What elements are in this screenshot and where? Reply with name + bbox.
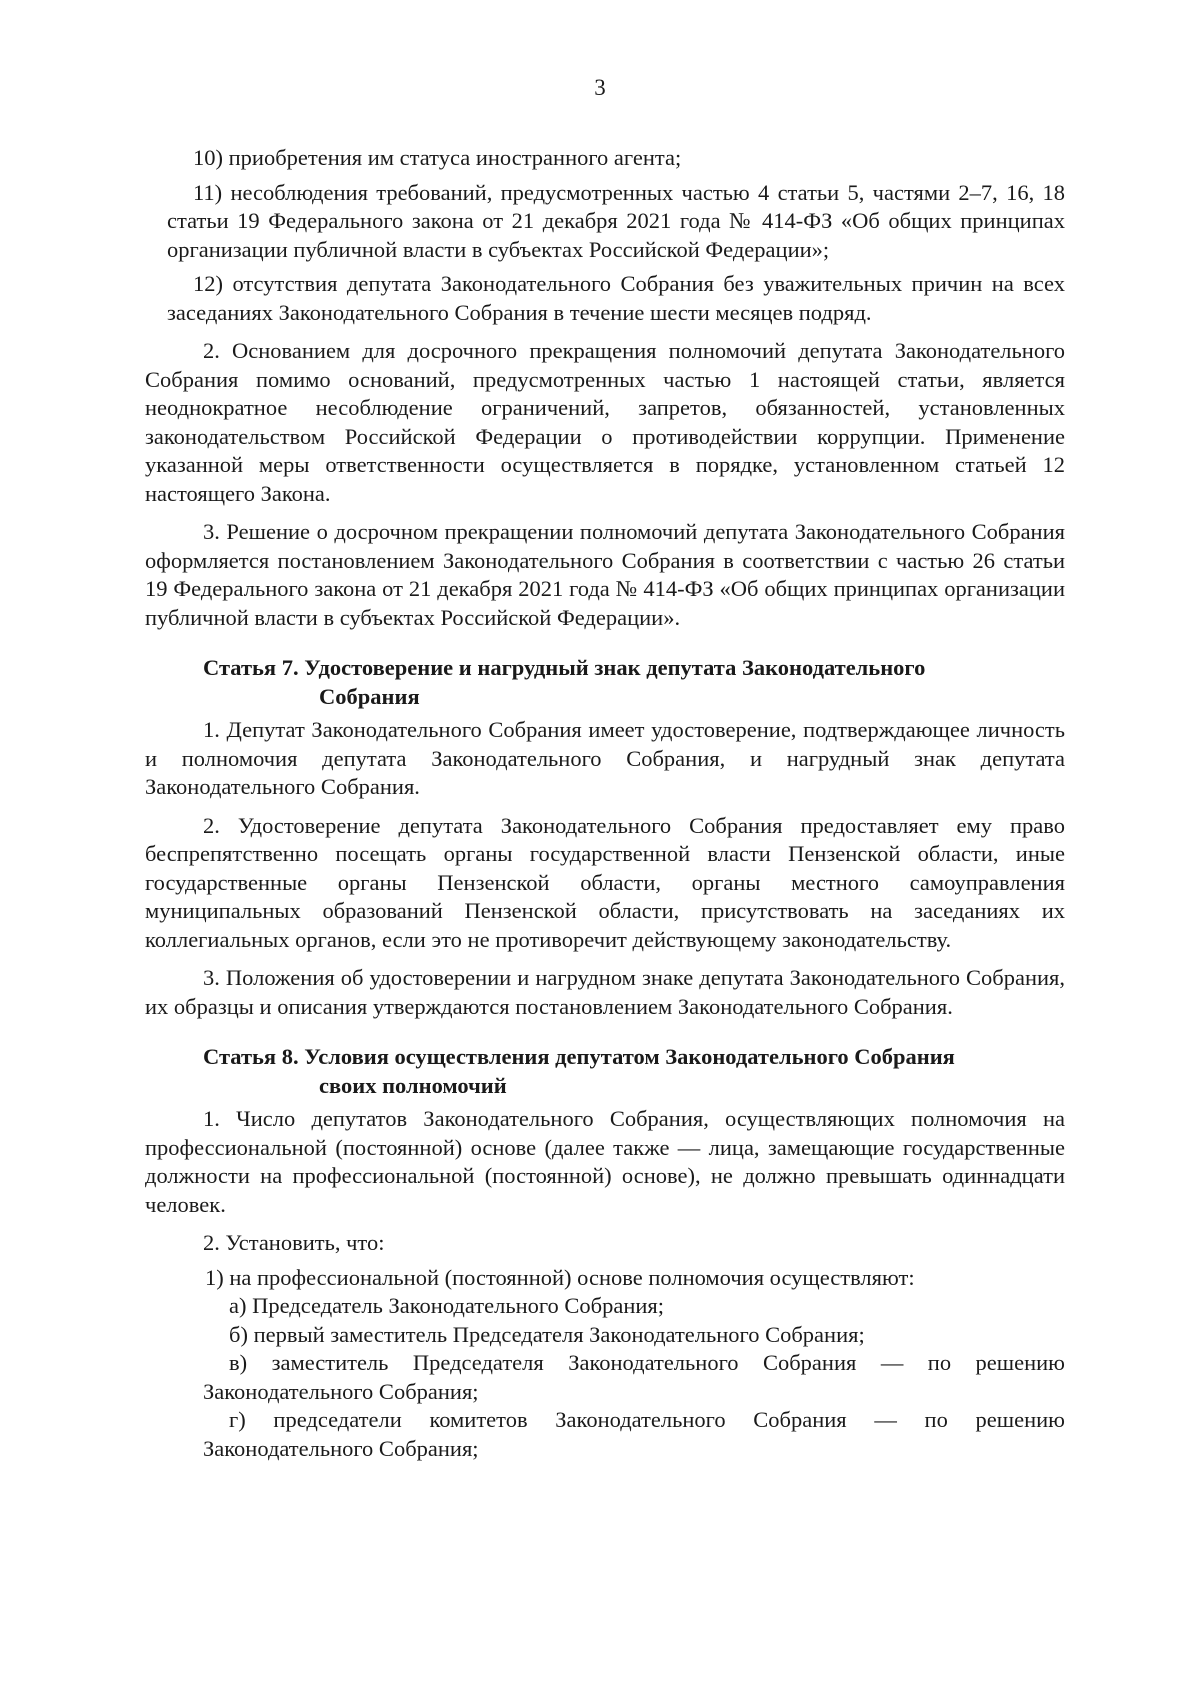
page-number: 3 [594,75,606,100]
article8-subitem-1: 1) на профессиональной (постоянной) основе полномочия осуществляют: [205,1264,915,1290]
article6-item-12: 12) отсутствия депутата Законодательного Собрания без уважительных причин на всех заседаниях Законодательного Собрания в течение шести месяцев подряд. [167,271,1065,325]
article7-paragraph-1: 1. Депутат Законодательного Собрания имеет удостоверение, подтверждающее личность и полномочия депутата Законодательного Собрания, и нагрудный знак депутата Законодательного Собрания. [145,717,1065,799]
article8-heading-line1: Статья 8. Условия осуществления депутатом Законодательного Собрания [203,1044,955,1069]
article8-heading-line2: своих полномочий [319,1072,507,1098]
article7-heading-line1: Статья 7. Удостоверение и нагрудный знак депутата Законодательного [203,655,926,680]
document-body [145,144,1065,1463]
article8-heading [145,1043,1065,1100]
article6-paragraph-2: 2. Основанием для досрочного прекращения полномочий депутата Законодательного Собрания помимо оснований, предусмотренных частью 1 настоящей статьи, является неоднократное несоблюдение ограничений, запретов, обязанностей, установленных законодательством Российской Федерации о противодействии коррупции. Применение указанной меры ответственности осуществляется в порядке, установленном статьей 12 настоящего Закона. [145,338,1065,506]
article8-subitem-1a: а) Председатель Законодательного Собрания; [229,1293,665,1318]
article7-paragraph-2: 2. Удостоверение депутата Законодательного Собрания предоставляет ему право беспрепятственно посещать органы государственной власти Пензенской области, иные государственные органы Пензенской области, органы местного самоуправления муниципальных образований Пензенской области, присутствовать на заседаниях их коллегиальных органов, если это не противоречит действующему законодательству. [145,812,1065,952]
article6-paragraph-3: 3. Решение о досрочном прекращении полномочий депутата Законодательного Собрания оформляется постановлением Законодательного Собрания в соответствии с частью 26 статьи 19 Федерального закона от 21 декабря 2021 года № 414-ФЗ «Об общих принципах организации публичной власти в субъектах Российской Федерации». [145,519,1065,630]
article8-paragraph-2: 2. Установить, что: [203,1230,385,1255]
article6-item-11: 11) несоблюдения требований, предусмотренных частью 4 статьи 5, частями 2–7, 16, 18 статьи 19 Федерального закона от 21 декабря 2021 года № 414-ФЗ «Об общих принципах организации публичной власти в субъектах Российской Федерации»; [167,179,1065,262]
article8-subitem-1b: б) первый заместитель Председателя Законодательного Собрания; [229,1321,865,1347]
article8-paragraph-1: 1. Число депутатов Законодательного Собрания, осуществляющих полномочия на профессиональной (постоянной) основе (далее также — лица, замещающие государственные должности на профессиональной (постоянной) основе), не должно превышать одиннадцати человек. [145,1106,1065,1217]
article7-heading-line2: Собрания [319,683,420,709]
article8-subitem-1c: в) заместитель Председателя Законодательного Собрания — по решению Законодательного Собрания; [203,1350,1065,1404]
article7-heading [145,654,1065,711]
article8-subitem-1d: г) председатели комитетов Законодательного Собрания — по решению Законодательного Собрания; [203,1407,1065,1461]
article7-paragraph-3: 3. Положения об удостоверении и нагрудном знаке депутата Законодательного Собрания, их образцы и описания утверждаются постановлением Законодательного Собрания. [145,965,1065,1019]
article6-item-10: 10) приобретения им статуса иностранного агента; [193,145,682,170]
